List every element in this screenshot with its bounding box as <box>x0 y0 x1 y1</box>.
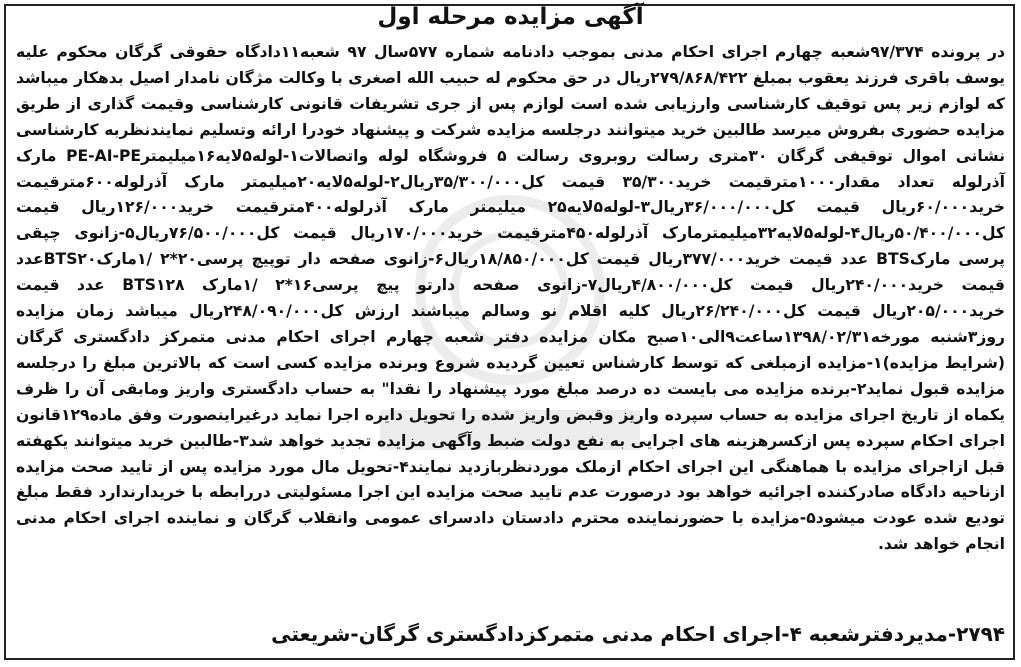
notice-body <box>16 40 1005 558</box>
notice-title: آگهی مزایده مرحله اول <box>377 4 644 30</box>
notice-signature: ۲۷۹۴-مدیردفترشعبه ۴-اجرای احکام مدنی متمرکزدادگستری گرگان-شریعتی <box>271 622 1005 646</box>
notice-paragraph: در پرونده ۹۷/۳۷۴شعبه چهارم اجرای احکام مدنی بموجب دادنامه شماره ۵۷۷سال ۹۷ شعبه۱۱دادگاه حقوقی گرگان محکوم علیه یوسف باقری فرزند یعقوب بمبلغ ۲۷۹/۸۶۸/۴۲۲ریال در حق محکوم له حبیب الله اصغری با وکالت مژگان نامدار اصیل بدهکار میباشد که لوازم زیر پس توقیف کارشناسی وارزیابی شده است لوازم پس از جری تشریفات قانونی کارشناسی وقیمت گذاری از طریق مزایده حضوری بفروش میرسد طالبین خرید میتوانند درجلسه مزایده شرکت و پیشنهاد خودرا ارائه وتسلیم نمایندنظربه کارشناسی نشانی اموال توقیفی گرگان ۳۰متری رسالت روبروی رسالت ۵ فروشگاه لوله واتصالات۱-لوله۵لایه۱۶میلیمترPE-AI-PE مارک آذرلوله تعداد مقدار۱۰۰۰مترقیمت خرید۳۵/۳۰۰ قیمت کل۳۵/۳۰۰/۰۰۰ریال۲-لوله۵لایه۲۰میلیمتر مارک آذرلوله۶۰۰مترقیمت خرید۶۰/۰۰۰ریال قیمت کل۳۶/۰۰۰/۰۰۰ریال۳-لوله۵لایه۲۵ میلیمتر مارک آذرلوله۴۰۰مترقیمت خرید۱۲۶/۰۰۰ریال قیمت کل۵۰/۴۰۰/۰۰۰ریال۴-لوله۵لایه۳۲میلیمترمارک آذرلوله۴۵۰مترقیمت خرید۱۷۰/۰۰۰ریال قیمت کل۷۶/۵۰۰/۰۰۰ریال۵-زانوی چپقی پرسی مارکBTS عدد قیمت خرید۳۷۷/۰۰۰ریال قیمت کل۱۸/۸۵۰/۰۰۰ریال۶-زانوی صفحه دار توپیچ پرسی۲۰*۲ /۱مارکBTS۲۰عدد قیمت خرید۲۴۰/۰۰۰ریال قیمت کل۴/۸۰۰/۰۰۰ریال۷-زانوی صفحه دارتو پیچ پرسی۱۶*۲ /۱مارک BTS۱۲۸ عدد قیمت خرید۲۰۵/۰۰۰ریال قیمت کل۲۶/۲۴۰/۰۰۰ریال کلیه اقلام نو وسالم میباشند ارزش کل۲۴۸/۰۹۰/۰۰۰ریال میباشد زمان مزایده روز۳شنبه مورخه۱۳۹۸/۰۲/۳۱ساعت۹الی۱۰صبح مکان مزایده دفتر شعبه چهارم اجرای احکام مدنی متمرکز دادگستری گرگان (شرایط مزایده)۱-مزایده ازمبلغی که توسط کارشناس تعیین گردیده شروع وبرنده مزایده کسی است که بالاترین مبلغ را درجلسه مزایده قبول نماید۲-برنده مزایده می بایست ده درصد مبلغ مورد پیشنهاد را نقدا" به حساب دادگستری واریز ومابقی آن را ظرف یکماه از تاریخ اجرای مزایده به حساب سپرده واریز وقبض واریز شده را تحویل دایره اجرا نماید درغیراینصورت وفق ماده۱۲۹قانون اجرای احکام سپرده پس ازکسرهزینه های اجرایی به نفع دولت ضبط وآگهی مزایده تجدید خواهد شد۳-طالبین خرید میتوانند یکهفته قبل ازاجرای مزایده با هماهنگی این اجرای احکام ازملک موردنظربازدید نمایند۴-تحویل مال مورد مزایده پس از تایید صحت مزایده ازناحیه دادگاه صادرکننده اجرائیه خواهد بود درصورت عدم تایید صحت مزایده این اجرا مسئولیتی دررابطه با خریدارندارد فقط مبلغ تودیع شده عودت میشود۵-مزایده با حضورنماینده محترم دادستان دادسرای عمومی وانقلاب گرگان و نماینده اجرای احکام مدنی انجام خواهد شد. <box>16 43 1006 554</box>
